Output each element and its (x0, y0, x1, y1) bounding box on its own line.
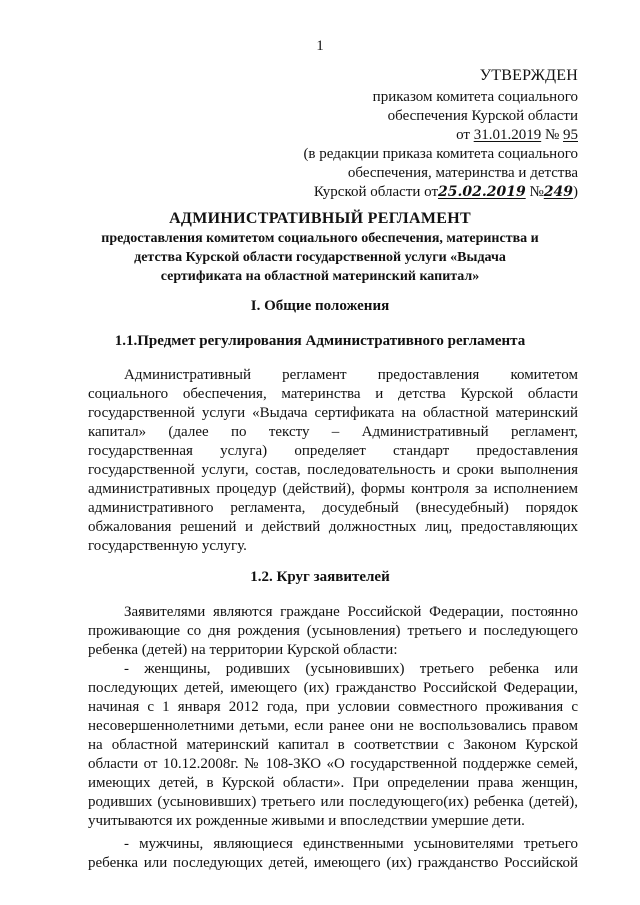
paragraph-line: государственная услуга) определяет стандарт предоставления (88, 443, 578, 459)
paragraph-line: родивших (усыновивших) третьего или последующего(их) ребенка (детей), (88, 794, 578, 810)
page-number: 1 (316, 38, 324, 54)
paragraph-line: административных процедур (действий), формы контроля за исполнением (88, 481, 578, 497)
approval-line-4: (в редакции приказа комитета социального (303, 146, 578, 162)
paragraph-line: - женщины, родивших (усыновивших) третьего ребенка или (124, 661, 578, 677)
approval-number: 95 (563, 127, 578, 143)
paragraph-line: на областной материнский капитал в соответствии с Законом Курской (88, 737, 578, 753)
paragraph-line: государственную услугу. (88, 538, 247, 554)
section-1-heading: I. Общие положения (250, 298, 390, 314)
approval-line-1: приказом комитета социального (372, 89, 578, 105)
paragraph-line: начиная с 1 января 2012 года, при условии совместного проживания с (88, 699, 578, 715)
revision-number-sign: № (525, 184, 544, 200)
paragraph-line: последующих детей, имеющего (их) гражданство Российской Федерации, (88, 680, 578, 696)
section-1-1-heading: 1.1.Предмет регулирования Административного регламента (114, 333, 526, 349)
paragraph-line: имеющих детей, в Курской области». При определении права женщин, (88, 775, 578, 791)
paragraph-line: проживающие со дня рождения (усыновления) третьего и последующего (88, 623, 578, 639)
document-subtitle-line-1: предоставления комитетом социального обеспечения, материнства и (101, 231, 539, 246)
document-title: АДМИНИСТРАТИВНЫЙ РЕГЛАМЕНТ (169, 210, 471, 227)
approval-line-6 (314, 183, 578, 202)
paragraph-line: государственной услуги, состав, последовательность и сроки выполнения (88, 462, 578, 478)
paragraph-line: несовершеннолетними детьми, если ранее они не воспользовались правом (88, 718, 578, 734)
paragraph-line: учитываются их рожденные живыми и впоследствии умершие дети. (88, 813, 525, 829)
document-subtitle-line-2: детства Курской области государственной услуги «Выдача (134, 250, 506, 265)
approval-date-prefix: от (456, 127, 474, 143)
approval-line-2: обеспечения Курской области (387, 108, 578, 124)
paragraph-line: капитал» (далее по тексту – Административный регламент, (88, 424, 578, 440)
section-1-2-heading: 1.2. Круг заявителей (250, 569, 390, 585)
revision-prefix: Курской области от (313, 184, 439, 200)
approval-line-5: обеспечения, материнства и детства (347, 165, 578, 181)
paragraph-line: социального обеспечения, материнства и детства Курской области (88, 386, 578, 402)
paragraph-line: ребенка или последующих детей, имеющего (их) гражданство Российской (88, 855, 578, 871)
handwritten-date: 25.02.2019 (438, 184, 526, 200)
paragraph-line: области от 10.12.2008г. № 108-ЗКО «О государственной поддержке семей, (88, 756, 578, 772)
approval-line-3 (456, 126, 578, 145)
paragraph-line: - мужчины, являющиеся единственными усыновителями третьего (124, 836, 578, 852)
handwritten-number: 249 (543, 184, 573, 200)
document-subtitle-line-3: сертификата на областной материнский капитал» (160, 269, 480, 284)
paragraph-line: Заявителями являются граждане Российской Федерации, постоянно (124, 604, 578, 620)
revision-suffix: ) (573, 184, 578, 200)
approval-date: 31.01.2019 (473, 127, 542, 143)
paragraph-line: административного регламента, досудебный (внесудебный) порядок (88, 500, 578, 516)
paragraph-line: ребенка (детей) на территории Курской области: (88, 642, 398, 658)
approval-title: УТВЕРЖДЕН (479, 67, 578, 84)
paragraph-line: обжалования решений и действий должностных лиц, предоставляющих (88, 519, 578, 535)
approval-number-sign: № (541, 127, 563, 143)
paragraph-line: Административный регламент предоставления комитетом (124, 367, 578, 383)
paragraph-line: государственной услуги «Выдача сертификата на областной материнский (88, 405, 578, 421)
